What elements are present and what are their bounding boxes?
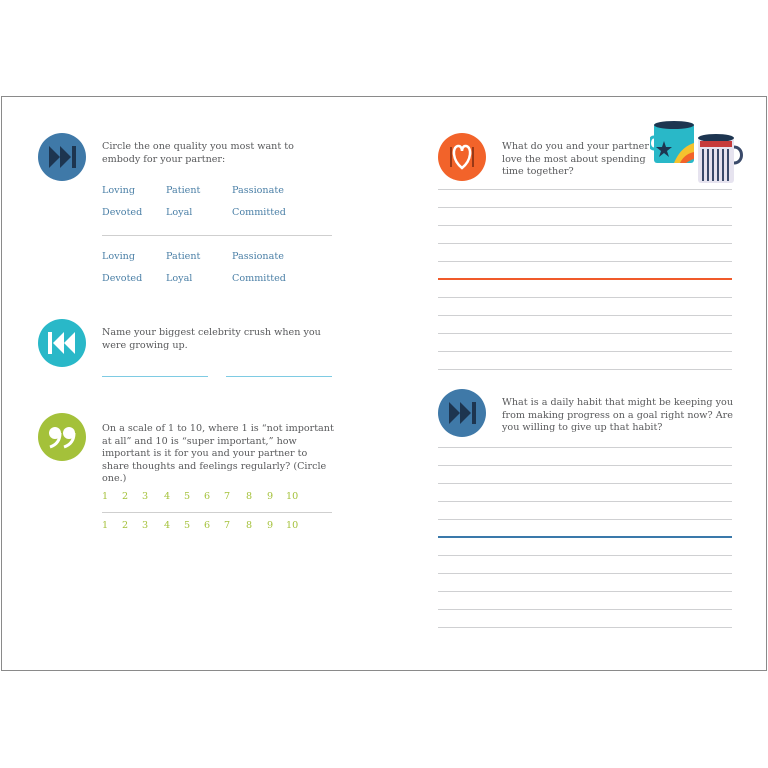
writing-line[interactable] xyxy=(438,369,732,370)
quality-option[interactable]: Devoted xyxy=(102,273,143,284)
fast-forward-icon xyxy=(438,389,486,437)
question-2-prompt: Name your biggest celebrity crush when you were growing up. xyxy=(102,327,321,351)
scale-number[interactable]: 10 xyxy=(286,520,299,531)
writing-line[interactable] xyxy=(438,333,732,334)
scale-number[interactable]: 1 xyxy=(102,491,109,502)
scale-number[interactable]: 5 xyxy=(184,491,191,502)
question-4-prompt: What do you and your partner love the most about spending time together? xyxy=(502,141,649,178)
writing-line[interactable] xyxy=(438,465,732,466)
scale-number[interactable]: 3 xyxy=(142,491,149,502)
writing-line[interactable] xyxy=(438,501,732,502)
question-5-prompt: What is a daily habit that might be keeping you from making progress on a goal right now? Are you willing to give up that habit? xyxy=(502,397,733,434)
heart-icon xyxy=(438,133,486,181)
quality-option[interactable]: Loyal xyxy=(166,207,193,218)
scale-number[interactable]: 4 xyxy=(164,491,171,502)
writing-line[interactable] xyxy=(438,591,732,592)
question-3-prompt: On a scale of 1 to 10, where 1 is “not important at all” and 10 is “super important,” how important is it for you and your partner to share thoughts and feelings regularly? (Circle one.) xyxy=(102,423,334,485)
mugs-icon xyxy=(650,119,746,185)
scale-number[interactable]: 7 xyxy=(224,520,231,531)
quality-option[interactable]: Loving xyxy=(102,251,135,262)
writing-line[interactable] xyxy=(438,573,732,574)
writing-line[interactable] xyxy=(438,225,732,226)
writing-line[interactable] xyxy=(438,243,732,244)
rewind-icon xyxy=(38,319,86,367)
answer-blank[interactable] xyxy=(102,376,208,377)
scale-number[interactable]: 2 xyxy=(122,491,129,502)
scale-number[interactable]: 6 xyxy=(204,491,211,502)
scale-number[interactable]: 8 xyxy=(246,491,253,502)
quality-option[interactable]: Passionate xyxy=(232,251,284,262)
scale-number[interactable]: 5 xyxy=(184,520,191,531)
question-1-prompt: Circle the one quality you most want to embody for your partner: xyxy=(102,141,294,165)
writing-line[interactable] xyxy=(438,483,732,484)
quality-option[interactable]: Passionate xyxy=(232,185,284,196)
scale-number[interactable]: 10 xyxy=(286,491,299,502)
scale-number[interactable]: 3 xyxy=(142,520,149,531)
writing-line[interactable] xyxy=(438,189,732,190)
accent-divider xyxy=(438,536,732,538)
scale-number[interactable]: 9 xyxy=(267,491,274,502)
writing-line[interactable] xyxy=(438,447,732,448)
fast-forward-icon xyxy=(38,133,86,181)
scale-number[interactable]: 4 xyxy=(164,520,171,531)
quality-option[interactable]: Patient xyxy=(166,251,201,262)
writing-line[interactable] xyxy=(438,351,732,352)
scale-number[interactable]: 6 xyxy=(204,520,211,531)
scale-number[interactable]: 8 xyxy=(246,520,253,531)
quality-option[interactable]: Patient xyxy=(166,185,201,196)
answer-blank[interactable] xyxy=(226,376,332,377)
writing-line[interactable] xyxy=(438,609,732,610)
writing-line[interactable] xyxy=(438,297,732,298)
writing-line[interactable] xyxy=(438,519,732,520)
writing-line[interactable] xyxy=(438,261,732,262)
writing-line[interactable] xyxy=(438,207,732,208)
scale-number[interactable]: 7 xyxy=(224,491,231,502)
divider xyxy=(102,512,332,513)
divider xyxy=(102,235,332,236)
quality-option[interactable]: Committed xyxy=(232,273,286,284)
writing-line[interactable] xyxy=(438,315,732,316)
journal-spread xyxy=(1,96,767,671)
quality-option[interactable]: Loving xyxy=(102,185,135,196)
accent-divider xyxy=(438,278,732,280)
quality-option[interactable]: Committed xyxy=(232,207,286,218)
writing-line[interactable] xyxy=(438,555,732,556)
scale-number[interactable]: 1 xyxy=(102,520,109,531)
writing-line[interactable] xyxy=(438,627,732,628)
scale-number[interactable]: 2 xyxy=(122,520,129,531)
quality-option[interactable]: Devoted xyxy=(102,207,143,218)
scale-number[interactable]: 9 xyxy=(267,520,274,531)
quality-option[interactable]: Loyal xyxy=(166,273,193,284)
quote-icon xyxy=(38,413,86,461)
